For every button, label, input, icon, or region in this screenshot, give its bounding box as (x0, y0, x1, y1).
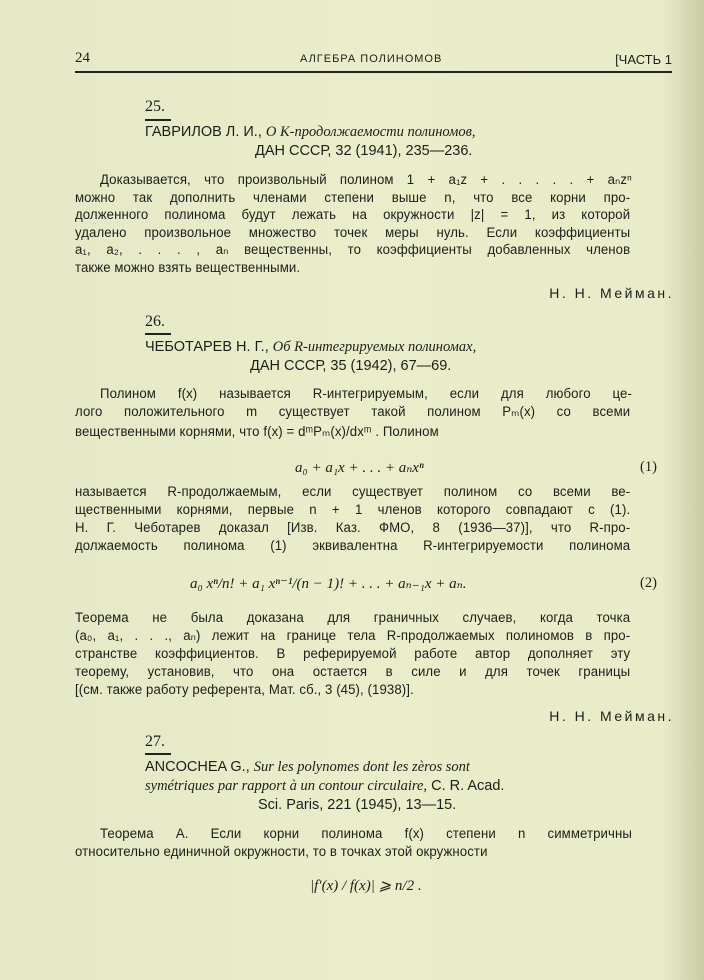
entry-number: 25. (145, 98, 165, 115)
paper-title: Об R-интегрируемых полиномах, (272, 339, 477, 355)
entry-number: 27. (145, 733, 165, 750)
text-line: (a₀, a₁, . . ., aₙ) лежит на границе тела R-продолжаемых полиномов в про- (75, 628, 631, 644)
text-line: Доказывается, что произвольный полином 1 + a₁z + . . . . . + aₙzⁿ (100, 172, 632, 188)
text-line: можно так дополнить членами степени выше n, что все корни про- (75, 190, 631, 206)
source-start: C. R. Acad. (431, 778, 505, 794)
citation-line-2 (145, 778, 504, 795)
source: Sci. Paris, 221 (1945), 13—15. (258, 797, 457, 813)
paper-title: Sur les polynomes dont les zèros sont (253, 759, 470, 775)
running-title: АЛГЕБРА ПОЛИНОМОВ (300, 53, 443, 65)
number-underline (145, 119, 171, 121)
formula-1: a₀ + a₁x + . . . + aₙxⁿ (295, 460, 424, 476)
number-underline (145, 753, 171, 755)
text-line: также можно взять вещественными. (75, 260, 301, 276)
author: ANCOCHEA G., (145, 759, 250, 775)
text-line: долженного полинома будут лежать на окружности |z| = 1, из которой (75, 207, 631, 223)
number-underline (145, 333, 171, 335)
equation-label: (2) (640, 575, 657, 591)
text-line: [(см. также работу референта, Мат. сб., 3 (45), (1938)]. (75, 682, 414, 698)
text-line: называется R-продолжаемым, если существует полином со всеми ве- (75, 484, 631, 500)
text-line: Полином f(x) называется R-интегрируемым, если для любого це- (100, 386, 632, 402)
source: ДАН СССР, 35 (1942), 67—69. (250, 358, 452, 374)
text-line: удалено произвольное множество точек меры нуль. Если коэффициенты (75, 225, 631, 241)
text-line: вещественными корнями, что f(x) = dᵐPₘ(x)/dxᵐ . Полином (75, 424, 439, 440)
text-line: щественными корнями, первые n + 1 членов которого совпадают с (1). (75, 502, 631, 518)
text-line: Теорема не была доказана для граничных случаев, когда точка (75, 610, 631, 626)
citation-line (145, 124, 476, 141)
citation-line (145, 759, 470, 776)
author: ГАВРИЛОВ Л. И., (145, 124, 262, 140)
equation-label: (1) (640, 459, 657, 475)
citation-line (145, 339, 476, 356)
text-line: a₁, a₂, . . . , aₙ вещественны, то коэффициенты добавленных членов (75, 242, 631, 258)
text-line: лого положительного m существует такой полином Pₘ(x) со всеми (75, 404, 631, 420)
header-rule (75, 71, 672, 73)
text-line: относительно единичной окружности, то в точках этой окружности (75, 844, 488, 860)
signature: Н. Н. Мейман. (549, 708, 674, 724)
page-number: 24 (75, 50, 90, 66)
entry-number: 26. (145, 313, 165, 330)
signature: Н. Н. Мейман. (549, 285, 674, 301)
text-line: Н. Г. Чеботарев доказал [Изв. Каз. ФМО, 8 (1936—37)], что R-про- (75, 520, 631, 536)
paper-title-continued: symétriques par rapport à un contour circulaire, (145, 778, 428, 794)
text-line: должаемость полинома (1) эквивалентна R-интегрируемости полинома (75, 538, 631, 554)
part-label: [ЧАСТЬ 1 (615, 52, 672, 67)
text-line: Теорема A. Если корни полинома f(x) степени n симметричны (100, 826, 632, 842)
source: ДАН СССР, 32 (1941), 235—236. (255, 143, 473, 159)
paper-title: О K-продолжаемости полиномов, (265, 124, 476, 140)
formula-inequality: |f′(x) / f(x)| ⩾ n/2 . (310, 878, 422, 894)
author: ЧЕБОТАРЕВ Н. Г., (145, 339, 269, 355)
text-line: странстве коэффициентов. В реферируемой работе автор дополняет эту (75, 646, 631, 662)
text-line: теорему, установив, что она остается в силе и для точек границы (75, 664, 631, 680)
formula-2: a₀ xⁿ/n! + a₁ xⁿ⁻¹/(n − 1)! + . . . + aₙ₋₁x + aₙ. (190, 576, 467, 592)
